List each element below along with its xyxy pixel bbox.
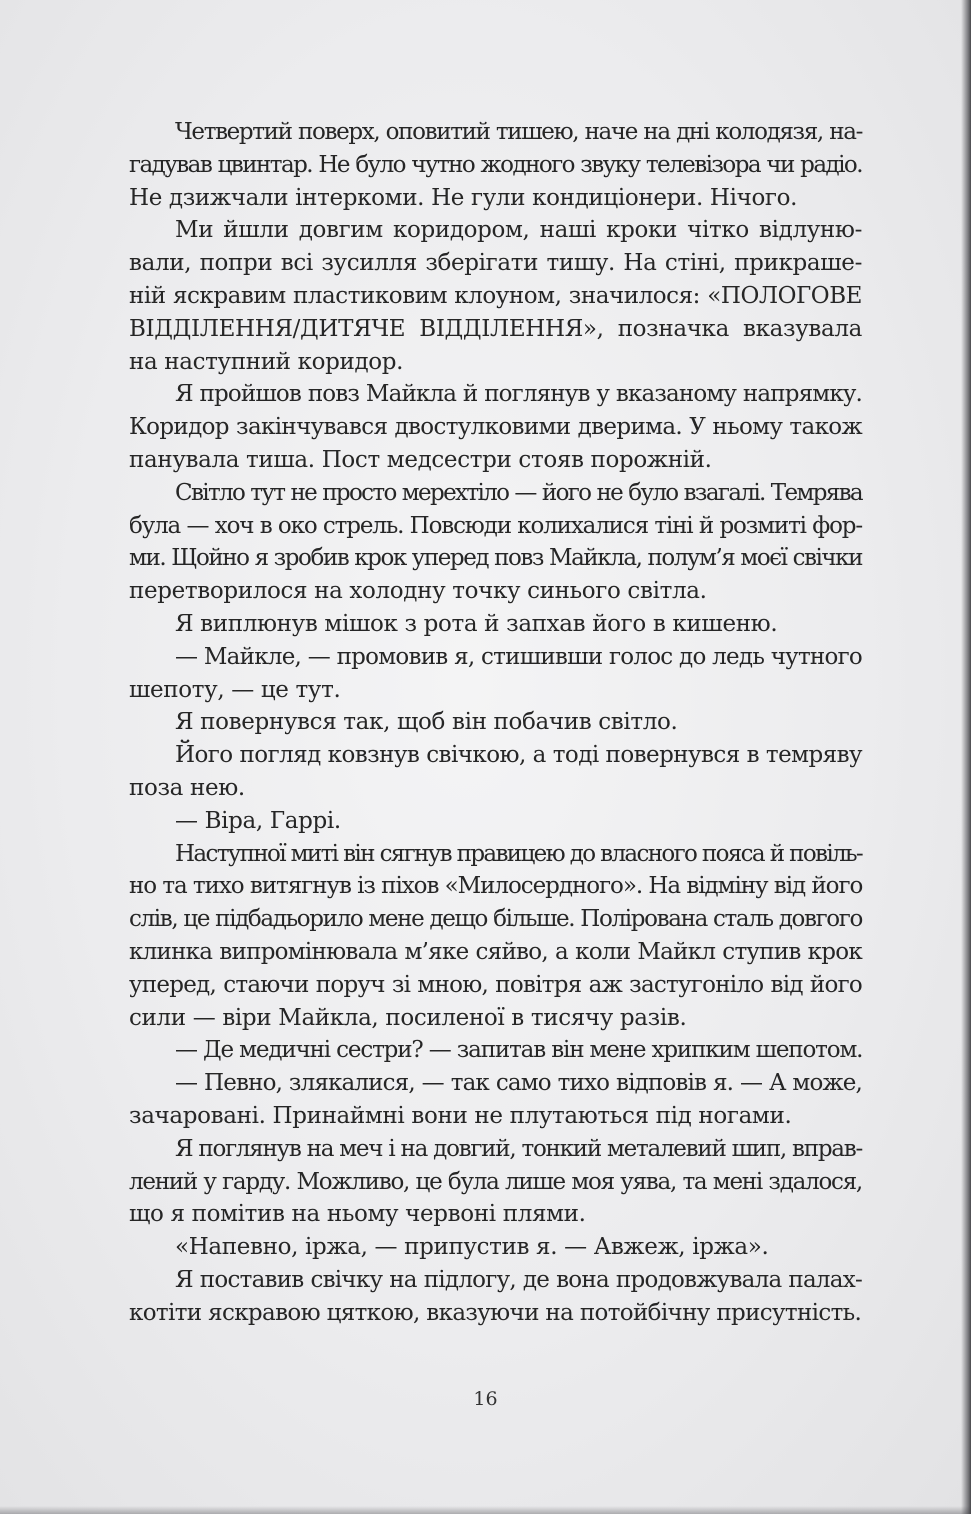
text-line: лений у гарду. Можливо, це була лише моя уява, та мені здалося, — [129, 1168, 862, 1195]
text-line: Світло тут не просто мерехтіло — його не було взагалі. Темрява — [175, 479, 862, 506]
text-line: котіти яскравою цяткою, вказуючи на потойбічну присутність. — [129, 1299, 862, 1326]
text-line: перетворилося на холодну точку синього світла. — [129, 578, 707, 605]
paragraph — [129, 1133, 862, 1231]
page-edge-shadow — [961, 0, 971, 1514]
text-line: ВІДДІЛЕННЯ/ДИТЯЧЕ ВІДДІЛЕННЯ», позначка вказувала — [129, 315, 862, 342]
text-line: уперед, стаючи поруч зі мною, повітря аж застугоніло від його — [129, 971, 862, 998]
page-number: 16 — [473, 1388, 498, 1410]
text-line: «Напевно, іржа, — припустив я. — Авжеж, іржа». — [175, 1234, 769, 1261]
text-line: — Віра, Гаррі. — [175, 807, 341, 834]
text-line: на наступний коридор. — [129, 348, 404, 375]
text-line: Я пройшов повз Майкла й поглянув у вказаному напрямку. — [175, 381, 862, 408]
page-bottom-shadow — [0, 1506, 971, 1514]
text-line: була — хоч в око стрель. Повсюди колихалися тіні й розмиті фор- — [129, 512, 862, 539]
text-line: що я помітив на ньому червоні плями. — [129, 1201, 586, 1228]
text-line: Я поглянув на меч і на довгий, тонкий металевий шип, вправ- — [175, 1135, 862, 1162]
text-line: Його погляд ковзнув свічкою, а тоді повернувся в темряву — [175, 742, 862, 769]
text-line: Я повернувся так, щоб він побачив світло. — [175, 709, 678, 736]
text-line: Коридор закінчувався двостулковими дверима. У ньому також — [129, 414, 862, 441]
paragraph — [129, 805, 862, 838]
paragraph — [129, 477, 862, 608]
text-line: Ми йшли довгим коридором, наші кроки чітко відлуню- — [175, 217, 862, 244]
paragraph — [129, 1231, 862, 1264]
text-line: Я поставив свічку на підлогу, де вона продовжувала палах- — [175, 1266, 862, 1293]
paragraph — [129, 739, 862, 805]
text-line: — Де медичні сестри? — запитав він мене хрипким шепотом. — [175, 1037, 863, 1064]
text-line: ній яскравим пластиковим клоуном, значилося: «ПОЛОГОВЕ — [129, 282, 862, 309]
text-line: — Майкле, — промовив я, стишивши голос до ледь чутного — [175, 643, 862, 670]
text-line: ми. Щойно я зробив крок уперед повз Майкла, полум’я моєї свічки — [129, 545, 862, 572]
paragraph — [129, 1264, 862, 1330]
paragraph — [129, 608, 862, 641]
text-line: шепоту, — це тут. — [129, 676, 341, 703]
text-line: вали, попри всі зусилля зберігати тишу. На стіні, прикраше- — [129, 250, 862, 277]
paragraph — [129, 838, 862, 1035]
text-line: поза нею. — [129, 774, 245, 801]
text-line: но та тихо витягнув із піхов «Милосердного». На відміну від його — [129, 873, 863, 900]
paragraph — [129, 116, 862, 214]
text-line: Не дзижчали інтеркоми. Не гули кондиціонери. Нічого. — [129, 184, 798, 211]
paragraph — [129, 1067, 862, 1133]
paragraph — [129, 1034, 862, 1067]
paragraph — [129, 214, 862, 378]
text-line: панувала тиша. Пост медсестри стояв порожній. — [129, 446, 712, 473]
text-line: — Певно, злякалися, — так само тихо відповів я. — А може, — [175, 1070, 862, 1097]
text-line: клинка випромінювала м’яке сяйво, а коли Майкл ступив крок — [129, 938, 862, 965]
body-text — [129, 116, 862, 1329]
paragraph — [129, 706, 862, 739]
text-line: сили — віри Майкла, посиленої в тисячу разів. — [129, 1004, 687, 1031]
text-line: зачаровані. Принаймні вони не плутаються під ногами. — [129, 1102, 792, 1129]
text-line: Четвертий поверх, оповитий тишею, наче на дні колодязя, на- — [175, 119, 862, 145]
text-line: Я виплюнув мішок з рота й запхав його в кишеню. — [175, 610, 778, 637]
paragraph — [129, 641, 862, 707]
text-line: слів, це підбадьорило мене дещо більше. Полірована сталь довгого — [129, 906, 862, 933]
paragraph — [129, 378, 862, 476]
text-line: гадував цвинтар. Не було чутно жодного звуку телевізора чи радіо. — [129, 151, 862, 178]
text-line: Наступної миті він сягнув правицею до власного пояса й повіль- — [175, 840, 862, 867]
